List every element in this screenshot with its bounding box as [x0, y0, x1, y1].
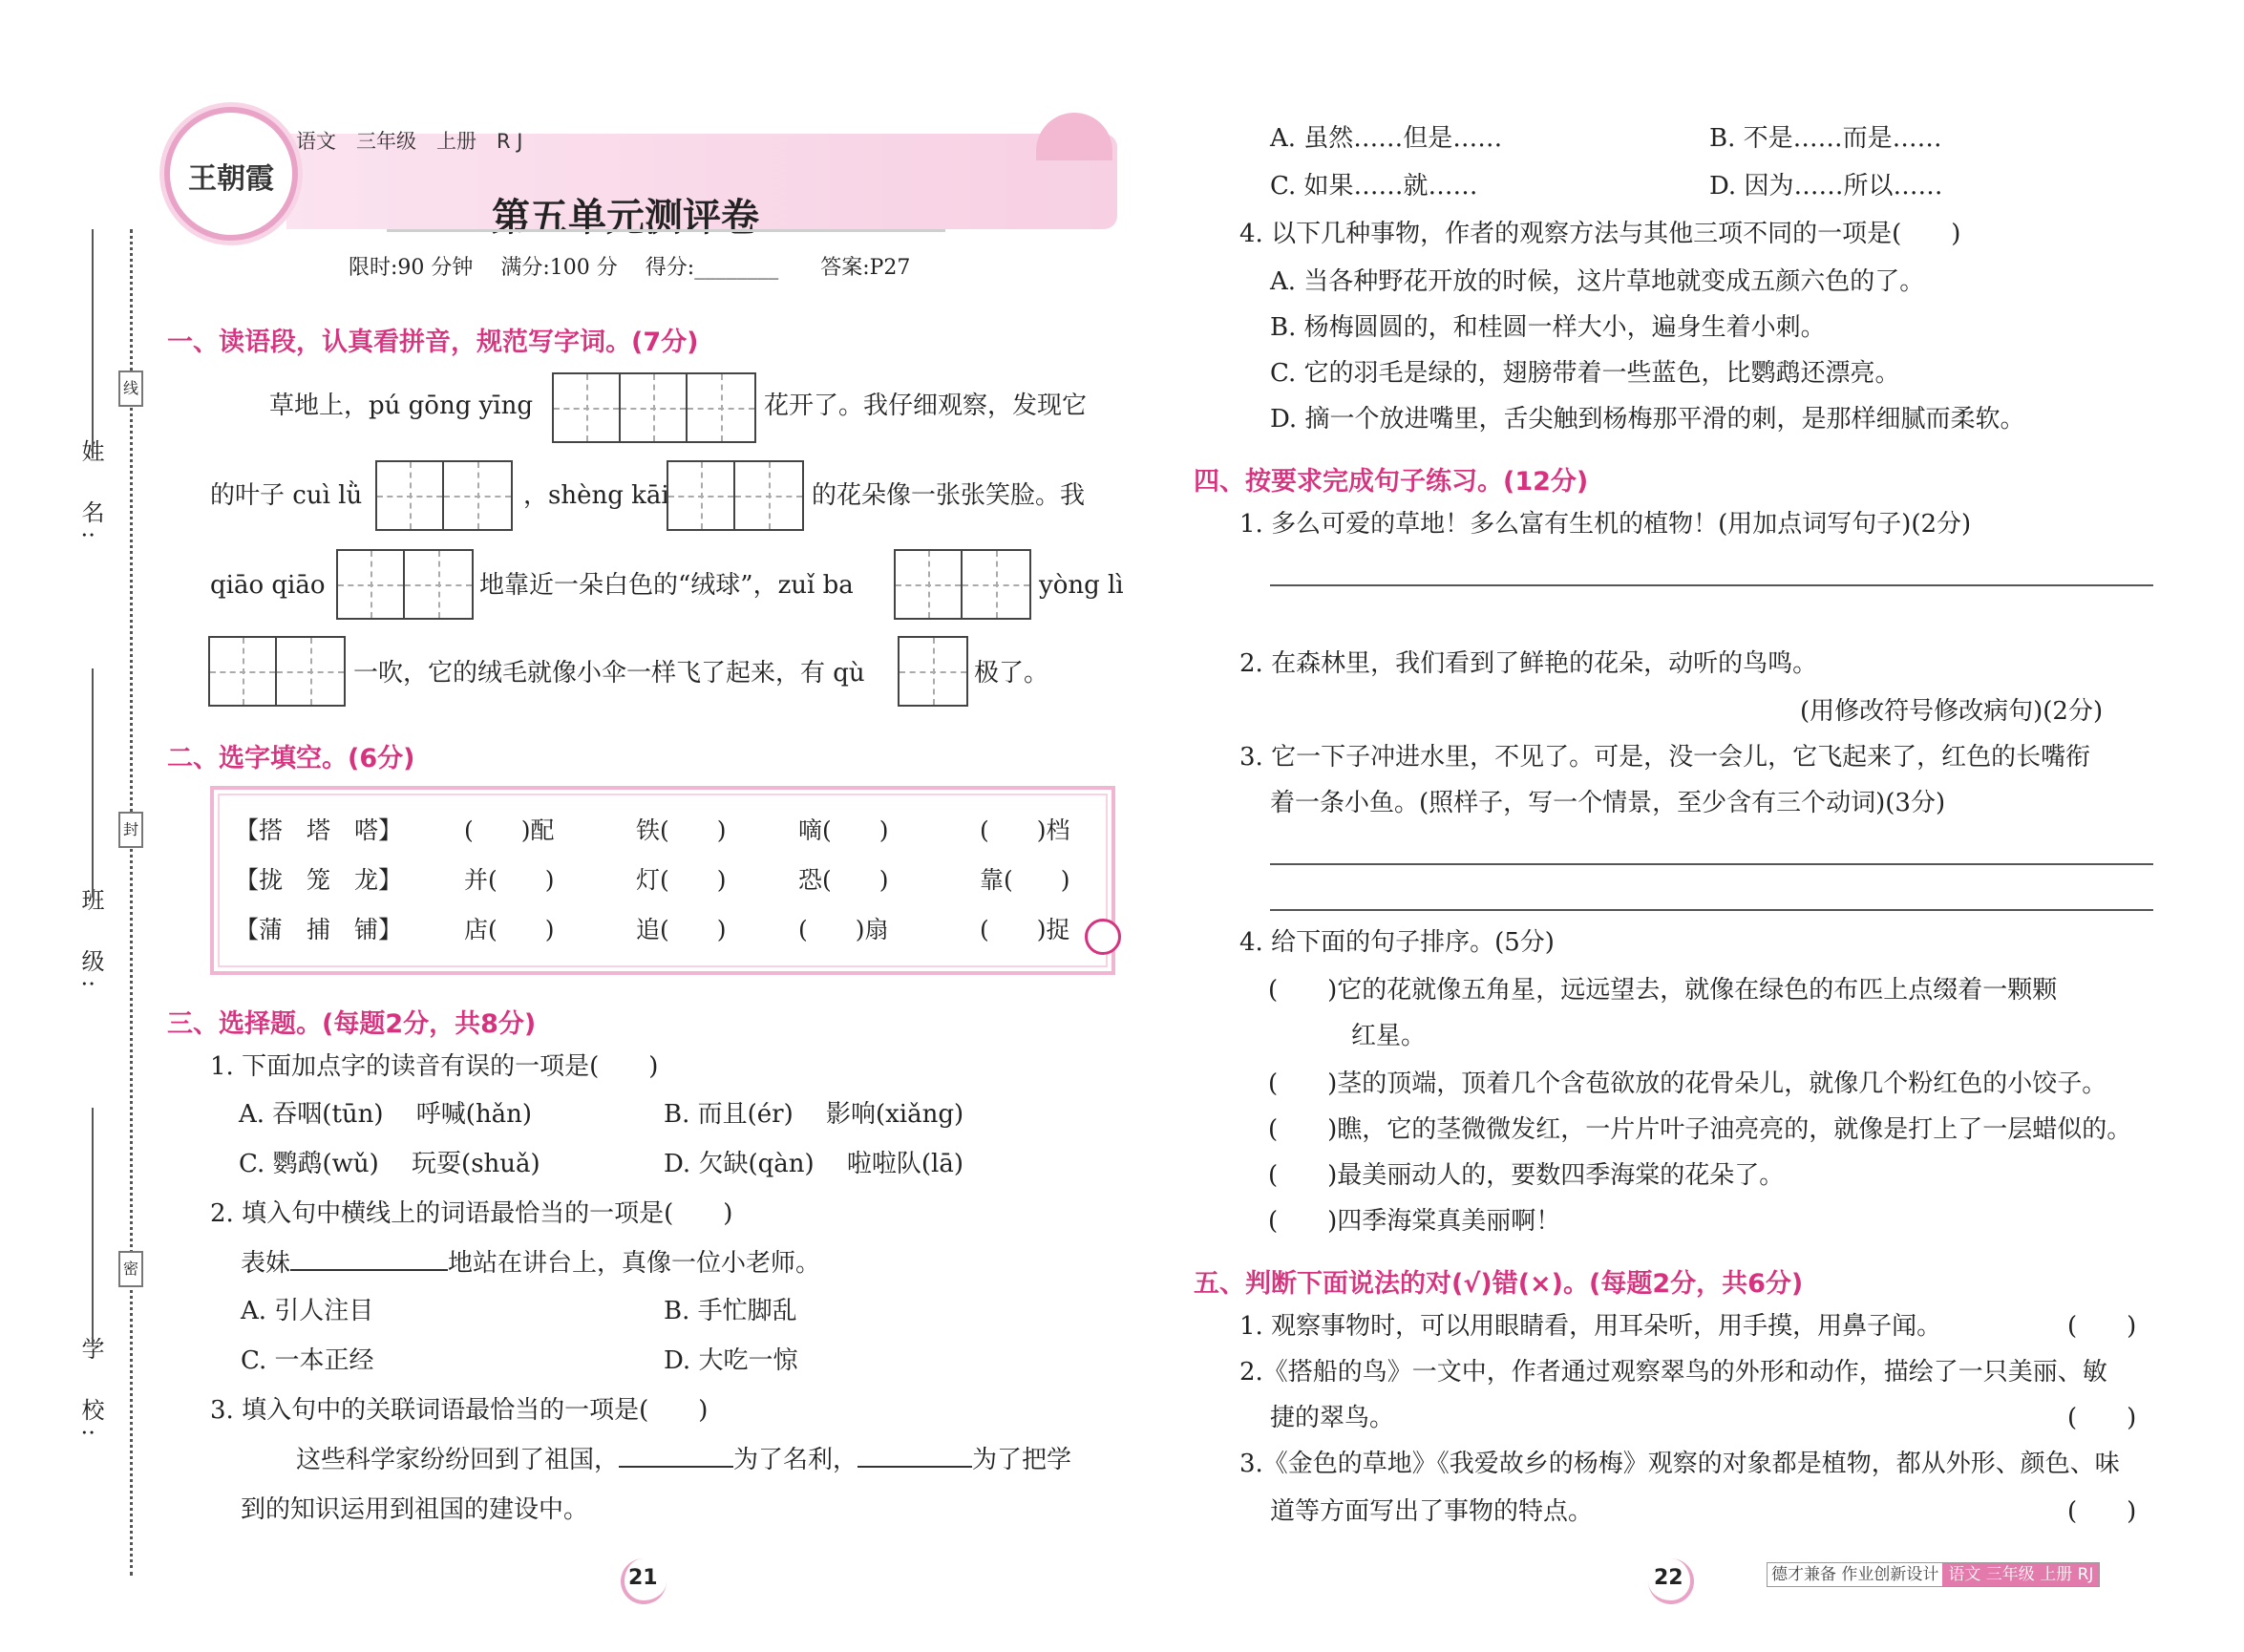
s1-line3a: qiāo qiāo: [210, 571, 326, 600]
s1-line4b: 极了。: [974, 659, 1049, 688]
answer-grid-qu[interactable]: [898, 636, 968, 707]
char-choice-box: 【搭 塔 嗒】 ( )配 铁( ) 嘀( ) ( )档 【拢 笼 龙】 并( ) 灯( ) 恐( ) 靠( ) 【蒲 捕 铺】 店( ) 追( ) ( )扇 ( )捉: [210, 786, 1115, 975]
section3-heading: 三、选择题。(每题2分，共8分): [167, 1009, 537, 1039]
answer-grid-pugongying[interactable]: [552, 372, 756, 443]
magnifier-icon: [1085, 919, 1121, 955]
grade-meta: 语文 三年级 上册 R J: [296, 130, 523, 153]
order-item-2[interactable]: ( )茎的顶端，顶着几个含苞欲放的花骨朵儿，就像几个粉红色的小饺子。: [1268, 1070, 2107, 1098]
q3-2-optA[interactable]: A. 引人注目: [241, 1297, 374, 1325]
q5-2-paren[interactable]: ( ): [2067, 1404, 2137, 1432]
seal-mark-3: 密: [118, 1251, 143, 1287]
page-number-21: 21: [628, 1566, 658, 1590]
q3-3-sentence-cont: 到的知识运用到祖国的建设中。: [241, 1495, 589, 1524]
class-label: 班 级:: [77, 888, 104, 996]
s1-line2a: 的叶子 cuì lǜ: [210, 481, 363, 510]
binding-line: [130, 229, 133, 1576]
q3-2-optD[interactable]: D. 大吃一惊: [664, 1346, 798, 1375]
q4-3-stem: 3. 它一下子冲进水里，不见了。可是，没一会儿，它飞起来了，红色的长嘴衔: [1239, 743, 2091, 772]
q5-3-paren[interactable]: ( ): [2067, 1497, 2137, 1526]
exam-info: 限时:90 分钟 满分:100 分 得分:________ 答案:P27: [349, 256, 911, 280]
fill-blank[interactable]: [290, 1269, 448, 1271]
q4-2-req: (用修改符号修改病句)(2分): [1800, 697, 2104, 726]
q3-1-optC[interactable]: C. 鹦鹉(wǔ) 玩耍(shuǎ): [239, 1150, 540, 1178]
q3-1-optA[interactable]: A. 吞咽(tūn) 呼喊(hǎn): [239, 1100, 533, 1129]
seal-mark-1: 线: [118, 371, 143, 407]
q3-4-optB[interactable]: B. 杨梅圆圆的，和桂圆一样大小，遍身生着小刺。: [1270, 313, 1826, 342]
s1-line3b: 地靠近一朵白色的“绒球”，zuǐ ba: [479, 571, 854, 600]
section5-heading: 五、判断下面说法的对(√)错(×)。(每题2分，共6分): [1194, 1269, 1804, 1299]
q3-3-optB[interactable]: B. 不是……而是……: [1709, 124, 1942, 153]
q5-3-stem-cont: 道等方面写出了事物的特点。: [1270, 1497, 1594, 1526]
q3-2-optB[interactable]: B. 手忙脚乱: [664, 1297, 797, 1325]
answer-grid-cuilv[interactable]: [375, 460, 513, 531]
s1-line1a: 草地上，pú gōng yīng: [269, 392, 533, 420]
q3-4-optC[interactable]: C. 它的羽毛是绿的，翅膀带着一些蓝色，比鹦鹉还漂亮。: [1270, 359, 1900, 388]
q4-2-stem: 2. 在森林里，我们看到了鲜艳的花朵，动听的鸟鸣。: [1239, 649, 1818, 678]
q3-4-optD[interactable]: D. 摘一个放进嘴里，舌尖触到杨梅那平滑的刺，是那样细腻而柔软。: [1270, 405, 2025, 434]
section4-heading: 四、按要求完成句子练习。(12分): [1194, 467, 1589, 497]
order-item-1-cont: 红星。: [1351, 1022, 1427, 1050]
answer-grid-shengkai[interactable]: [667, 460, 804, 531]
answer-grid-yongli[interactable]: [208, 636, 346, 707]
q5-3-stem: 3.《金色的草地》《我爱故乡的杨梅》观察的对象都是植物，都从外形、颜色、味: [1239, 1450, 2120, 1478]
s1-line2c: 的花朵像一张张笑脸。我: [812, 481, 1086, 510]
q3-2-optC[interactable]: C. 一本正经: [241, 1346, 374, 1375]
q5-2-stem-cont: 捷的翠鸟。: [1270, 1404, 1395, 1432]
answer-grid-qiaoqiao[interactable]: [336, 549, 474, 620]
q3-3-optA[interactable]: A. 虽然……但是……: [1270, 124, 1503, 153]
q5-2-stem: 2.《搭船的鸟》一文中，作者通过观察翠鸟的外形和动作，描绘了一只美丽、敏: [1239, 1358, 2107, 1387]
page-number-22: 22: [1654, 1566, 1683, 1590]
page-title: 第五单元测评卷: [492, 196, 759, 240]
answer-grid-zuiba[interactable]: [894, 549, 1031, 620]
logo-badge: [164, 107, 298, 241]
order-item-4[interactable]: ( )最美丽动人的，要数四季海棠的花朵了。: [1268, 1161, 1785, 1190]
name-field[interactable]: [92, 229, 94, 458]
section2-heading: 二、选字填空。(6分): [167, 744, 415, 773]
answer-line[interactable]: [1270, 863, 2153, 865]
q3-3-sentence: 这些科学家纷纷回到了祖国， 为了名利， 为了把学: [296, 1446, 1072, 1474]
s1-line3c: yòng lì: [1039, 571, 1124, 600]
q3-2-stem: 2. 填入句中横线上的词语最恰当的一项是( ): [210, 1199, 733, 1228]
school-field[interactable]: [92, 1108, 94, 1346]
order-item-1[interactable]: ( )它的花就像五角星，远远望去，就像在绿色的布匹上点缀着一颗颗: [1268, 976, 2058, 1005]
q3-2-sentence: 表妹 地站在讲台上，真像一位小老师。: [241, 1249, 821, 1278]
q4-4-stem: 4. 给下面的句子排序。(5分): [1239, 928, 1555, 957]
s1-line1b: 花开了。我仔细观察，发现它: [764, 392, 1088, 420]
q3-3-optC[interactable]: C. 如果……就……: [1270, 172, 1478, 201]
answer-line[interactable]: [1270, 584, 2153, 586]
q3-1-optB[interactable]: B. 而且(ér) 影响(xiǎng): [664, 1100, 964, 1129]
brand-footer: 德才兼备 作业创新设计 语文 三年级 上册 RJ: [1767, 1562, 2100, 1587]
order-item-5[interactable]: ( )四季海棠真美丽啊！: [1268, 1207, 1561, 1236]
answer-line[interactable]: [1270, 909, 2153, 911]
fill-blank[interactable]: [619, 1466, 733, 1468]
q5-1-paren[interactable]: ( ): [2067, 1312, 2137, 1341]
s1-line2b: ，shèng kāi: [523, 481, 669, 510]
q3-3-stem: 3. 填入句中的关联词语最恰当的一项是( ): [210, 1396, 709, 1425]
q4-3-stem-cont: 着一条小鱼。(照样子，写一个情景，至少含有三个动词)(3分): [1270, 789, 1946, 817]
school-label: 学 校:: [77, 1337, 104, 1445]
name-label: 姓 名:: [77, 439, 104, 547]
q5-1-stem: 1. 观察事物时，可以用眼睛看，用耳朵听，用手摸，用鼻子闻。: [1239, 1312, 1942, 1341]
class-field[interactable]: [92, 668, 94, 898]
q3-1-optD[interactable]: D. 欠缺(qàn) 啦啦队(lā): [664, 1150, 963, 1178]
q3-4-stem: 4. 以下几种事物，作者的观察方法与其他三项不同的一项是( ): [1239, 220, 1961, 248]
q3-4-optA[interactable]: A. 当各种野花开放的时候，这片草地就变成五颜六色的了。: [1270, 267, 1925, 296]
sun-decoration: [1036, 113, 1112, 160]
seal-mark-2: 封: [118, 812, 143, 848]
title-underline: [387, 229, 945, 232]
fill-blank[interactable]: [857, 1466, 972, 1468]
s1-line4a: 一吹，它的绒毛就像小伞一样飞了起来，有 qù: [353, 659, 865, 688]
order-item-3[interactable]: ( )瞧，它的茎微微发红，一片片叶子油亮亮的，就像是打上了一层蜡似的。: [1268, 1115, 2132, 1144]
section1-heading: 一、读语段，认真看拼音，规范写字词。(7分): [167, 328, 699, 357]
logo-text: 王朝霞: [188, 162, 274, 196]
q3-3-optD[interactable]: D. 因为……所以……: [1709, 172, 1943, 201]
q4-1-stem: 1. 多么可爱的草地！多么富有生机的植物！(用加点词写句子)(2分): [1239, 510, 1972, 539]
q3-1-stem: 1. 下面加点字的读音有误的一项是( ): [210, 1052, 659, 1081]
